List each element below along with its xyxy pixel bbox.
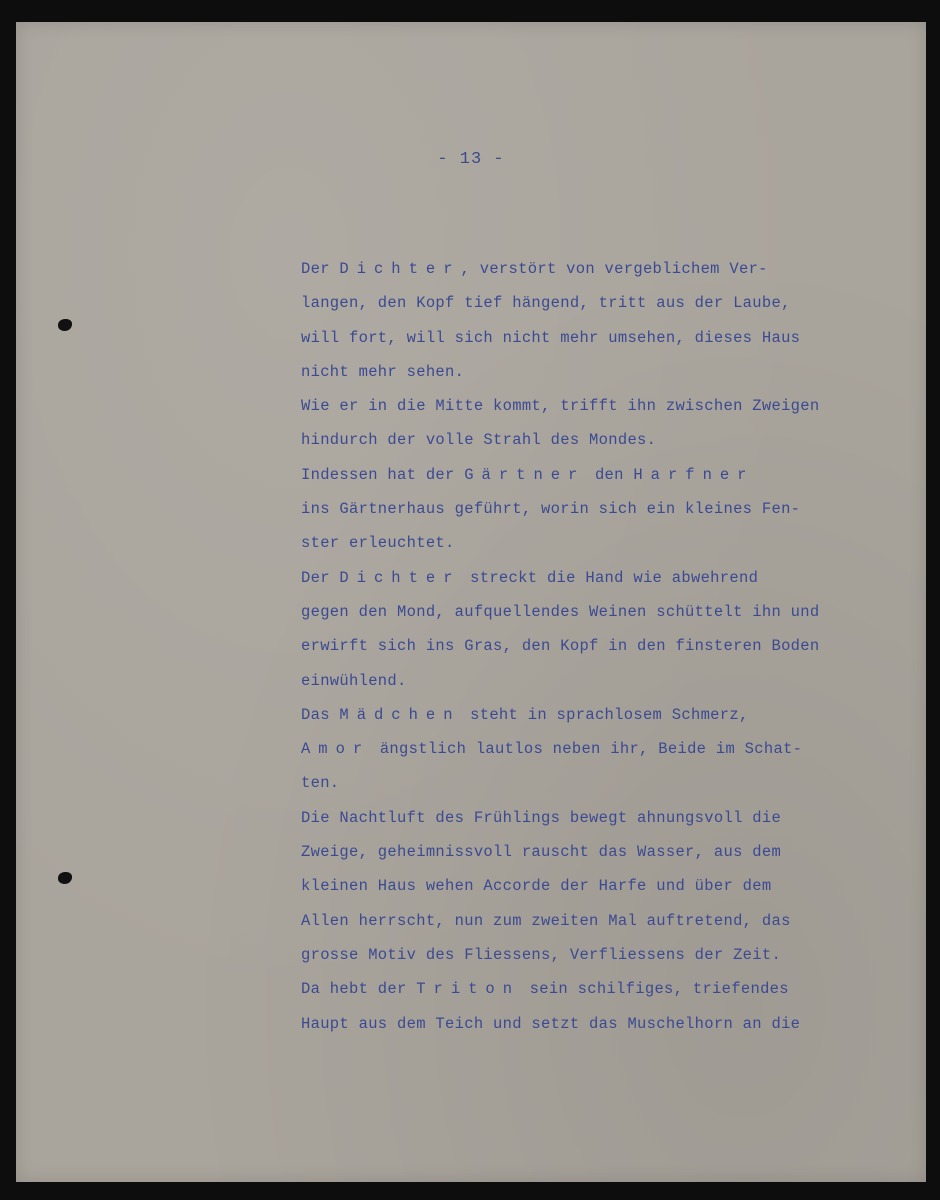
- spaced-name: Dichter: [339, 260, 461, 278]
- text-line: [301, 869, 861, 903]
- text-segment: Wie er in die Mitte kommt, trifft ihn zwischen Zweigen: [301, 397, 820, 416]
- text-segment: grosse Motiv des Fliessens, Verfliessens der Zeit.: [301, 945, 782, 964]
- text-segment: will fort, will sich nicht mehr umsehen, dieses Haus: [301, 328, 801, 347]
- text-segment: erwirft sich ins Gras, den Kopf in den finsteren Boden: [301, 637, 820, 656]
- punch-hole-bottom: [58, 872, 72, 884]
- text-line: [301, 321, 861, 355]
- text-line: [301, 252, 861, 286]
- spaced-name: Dichter: [339, 568, 461, 587]
- text-segment: nicht mehr sehen.: [301, 362, 465, 381]
- text-line: [301, 286, 861, 320]
- text-segment: einwühlend.: [301, 671, 407, 690]
- text-line: [301, 595, 861, 629]
- text-line: [301, 698, 861, 732]
- text-line: [301, 801, 861, 835]
- text-line: [301, 561, 861, 595]
- text-segment: Haupt aus dem Teich und setzt das Muschelhorn an die: [301, 1014, 801, 1033]
- text-line: [301, 1007, 861, 1041]
- text-line: [301, 972, 861, 1006]
- text-segment: Das: [301, 705, 340, 724]
- spaced-name: Gärtner: [464, 465, 586, 484]
- text-segment: ster erleuchtet.: [301, 534, 455, 553]
- text-line: [301, 835, 861, 869]
- spaced-name: Harfner: [633, 465, 755, 484]
- text-segment: Die Nachtluft des Frühlings bewegt ahnungsvoll die: [301, 808, 782, 827]
- spaced-name: Triton: [416, 980, 521, 999]
- text-segment: kleinen Haus wehen Accorde der Harfe und über dem: [301, 877, 772, 896]
- text-segment: steht in sprachlosem Schmerz,: [460, 705, 749, 724]
- text-line: [301, 732, 861, 766]
- text-line: [301, 664, 861, 698]
- body-text: [301, 252, 861, 1041]
- spaced-name: Amor: [301, 740, 371, 759]
- text-segment: ten.: [301, 774, 340, 793]
- text-segment: den: [585, 465, 634, 484]
- page-number: - 13 -: [437, 150, 505, 169]
- text-line: [301, 526, 861, 560]
- text-segment: Indessen hat der: [301, 465, 465, 484]
- text-segment: hindurch der volle Strahl des Mondes.: [301, 431, 657, 450]
- text-segment: sein schilfiges, triefendes: [520, 980, 789, 999]
- text-segment: streckt die Hand wie abwehrend: [460, 568, 759, 587]
- text-segment: Allen herrscht, nun zum zweiten Mal auftretend, das: [301, 911, 791, 930]
- text-line: [301, 458, 861, 492]
- punch-hole-top: [58, 319, 72, 331]
- text-segment: Der: [301, 260, 340, 278]
- text-segment: langen, den Kopf tief hängend, tritt aus der Laube,: [301, 294, 791, 313]
- text-segment: , verstört von vergeblichem Ver-: [460, 260, 768, 278]
- text-segment: Zweige, geheimnissvoll rauscht das Wasser, aus dem: [301, 843, 782, 862]
- text-line: [301, 355, 861, 389]
- text-line: [301, 389, 861, 423]
- text-line: [301, 904, 861, 938]
- text-segment: Der: [301, 568, 340, 587]
- text-line: [301, 938, 861, 972]
- text-segment: ängstlich lautlos neben ihr, Beide im Schat-: [370, 740, 803, 759]
- text-line: [301, 629, 861, 663]
- text-segment: gegen den Mond, aufquellendes Weinen schüttelt ihn und: [301, 602, 820, 621]
- text-line: [301, 492, 861, 526]
- text-segment: ins Gärtnerhaus geführt, worin sich ein kleines Fen-: [301, 500, 801, 519]
- text-line: [301, 423, 861, 457]
- text-segment: Da hebt der: [301, 980, 417, 999]
- typewritten-page: [16, 22, 926, 1182]
- spaced-name: Mädchen: [339, 705, 461, 724]
- text-line: [301, 766, 861, 800]
